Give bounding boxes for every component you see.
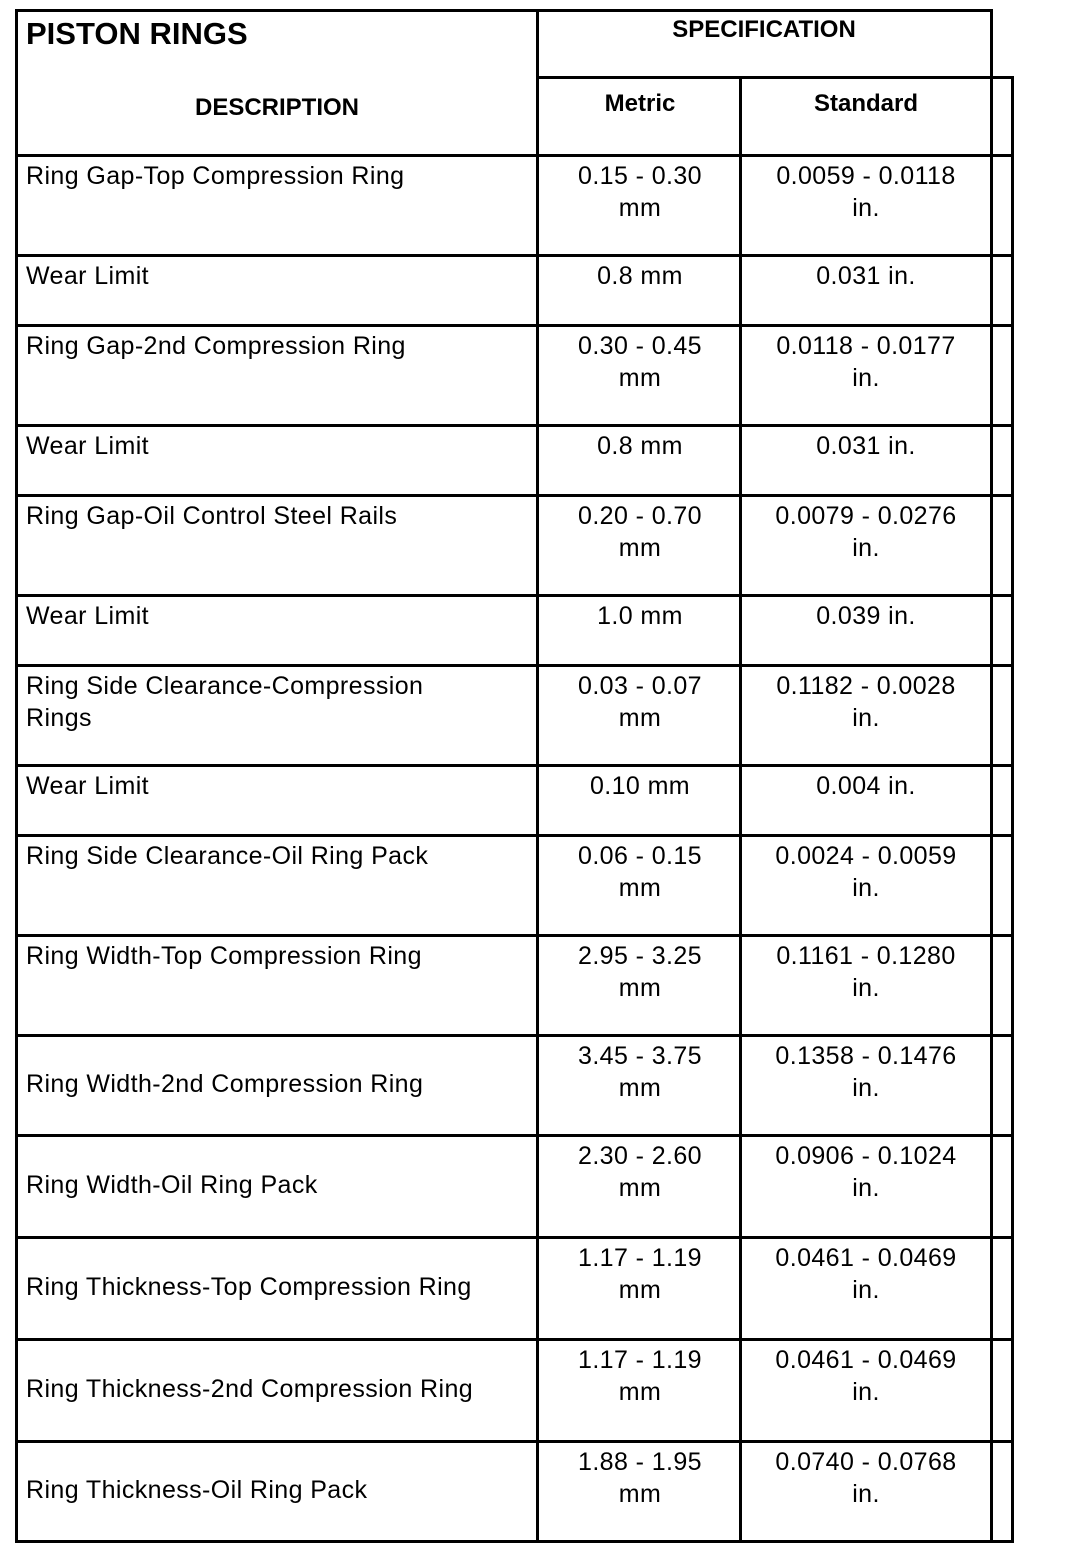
row-description: Ring Side Clearance-Oil Ring Pack — [26, 842, 429, 870]
grid-line — [15, 1440, 1014, 1443]
row-metric-value: 0.30 - 0.45 mm — [578, 332, 702, 392]
row-metric-value: 2.95 - 3.25 mm — [578, 942, 702, 1002]
row-metric-value: 1.17 - 1.19 mm — [578, 1346, 702, 1406]
row-standard-value: 0.1161 - 0.1280 in. — [776, 942, 956, 1002]
row-metric-value: 0.8 mm — [597, 432, 683, 460]
row-standard-value: 0.1182 - 0.0028 in. — [776, 672, 956, 732]
row-metric-value: 3.45 - 3.75 mm — [578, 1042, 702, 1102]
row-standard-value: 0.039 in. — [816, 602, 916, 630]
grid-line — [15, 594, 1014, 597]
row-metric-value: 0.20 - 0.70 mm — [578, 502, 702, 562]
grid-line — [15, 1236, 1014, 1239]
specification-header: SPECIFICATION — [672, 16, 856, 43]
grid-line — [15, 664, 1014, 667]
description-header: DESCRIPTION — [194, 94, 359, 121]
row-description: Wear Limit — [26, 432, 150, 460]
row-description: Ring Side Clearance-Compression Rings — [26, 672, 424, 732]
row-description: Ring Width-Top Compression Ring — [26, 942, 422, 970]
row-metric-value: 0.10 mm — [589, 772, 691, 800]
row-standard-value: 0.0118 - 0.0177 in. — [776, 332, 956, 392]
metric-header: Metric — [604, 90, 676, 117]
grid-line — [15, 494, 1014, 497]
grid-line — [739, 76, 742, 1543]
grid-line — [15, 9, 18, 1543]
row-description: Ring Gap-2nd Compression Ring — [26, 332, 406, 360]
row-metric-value: 2.30 - 2.60 mm — [578, 1142, 702, 1202]
row-standard-value: 0.0079 - 0.0276 in. — [775, 502, 957, 562]
row-standard-value: 0.031 in. — [816, 432, 916, 460]
standard-header: Standard — [813, 90, 918, 117]
row-standard-value: 0.0024 - 0.0059 in. — [775, 842, 957, 902]
row-standard-value: 0.0461 - 0.0469 in. — [775, 1346, 957, 1406]
row-standard-value: 0.0906 - 0.1024 in. — [775, 1142, 957, 1202]
grid-line — [15, 424, 1014, 427]
grid-line — [15, 9, 993, 12]
row-metric-value: 0.03 - 0.07 mm — [578, 672, 702, 732]
row-description: Ring Width-2nd Compression Ring — [26, 1070, 424, 1098]
row-description: Ring Thickness-2nd Compression Ring — [26, 1375, 474, 1403]
row-metric-value: 0.06 - 0.15 mm — [578, 842, 702, 902]
grid-line — [15, 934, 1014, 937]
grid-line — [15, 324, 1014, 327]
grid-line — [1011, 76, 1014, 1543]
row-description: Wear Limit — [26, 772, 150, 800]
row-standard-value: 0.0059 - 0.0118 in. — [776, 162, 956, 222]
grid-line — [990, 9, 993, 1543]
row-metric-value: 1.88 - 1.95 mm — [578, 1448, 702, 1508]
grid-line — [15, 1034, 1014, 1037]
row-description: Ring Gap-Oil Control Steel Rails — [26, 502, 398, 530]
row-metric-value: 0.15 - 0.30 mm — [578, 162, 702, 222]
row-description: Wear Limit — [26, 262, 150, 290]
row-metric-value: 1.17 - 1.19 mm — [578, 1244, 702, 1304]
row-description: Ring Width-Oil Ring Pack — [26, 1171, 318, 1199]
row-standard-value: 0.0461 - 0.0469 in. — [775, 1244, 957, 1304]
row-standard-value: 0.0740 - 0.0768 in. — [775, 1448, 957, 1508]
row-description: Ring Gap-Top Compression Ring — [26, 162, 405, 190]
row-description: Wear Limit — [26, 602, 150, 630]
row-standard-value: 0.031 in. — [816, 262, 916, 290]
grid-line — [15, 834, 1014, 837]
grid-line — [15, 254, 1014, 257]
grid-line — [15, 1134, 1014, 1137]
grid-line — [15, 764, 1014, 767]
grid-line — [15, 154, 1014, 157]
grid-line — [15, 1540, 1014, 1543]
row-standard-value: 0.1358 - 0.1476 in. — [775, 1042, 957, 1102]
row-metric-value: 1.0 mm — [597, 602, 683, 630]
row-metric-value: 0.8 mm — [597, 262, 683, 290]
grid-line — [536, 76, 1014, 79]
table-title: PISTON RINGS — [26, 16, 248, 51]
grid-line — [15, 1338, 1014, 1341]
row-description: Ring Thickness-Top Compression Ring — [26, 1273, 472, 1301]
row-standard-value: 0.004 in. — [816, 772, 916, 800]
grid-line — [536, 9, 539, 1543]
row-description: Ring Thickness-Oil Ring Pack — [26, 1476, 368, 1504]
